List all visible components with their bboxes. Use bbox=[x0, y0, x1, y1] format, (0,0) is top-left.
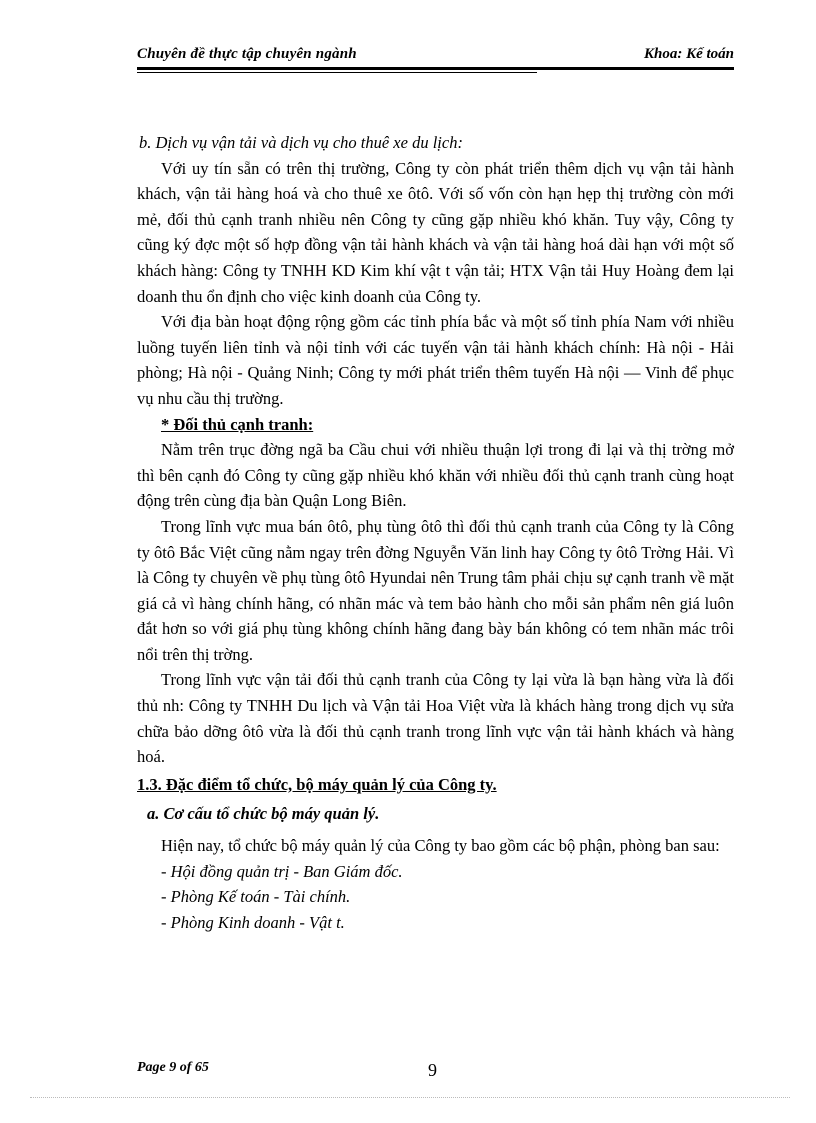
subsection-a-title: a. Cơ cấu tổ chức bộ máy quản lý. bbox=[147, 804, 380, 824]
page-bottom-dotted-border bbox=[30, 1097, 790, 1098]
list-item: - Hội đồng quản trị - Ban Giám đốc. bbox=[161, 861, 403, 881]
paragraph-transport-service: Với uy tín sẵn có trên thị trường, Công ty còn phát triển thêm dịch vụ vận tải hành khách, vận tải hàng hoá và cho thuê xe ôtô. Với số vốn còn hạn hẹp thị trường còn mới mẻ, đối thủ cạnh tranh nhiều nên Công ty cũng gặp nhiều khó khăn. Tuy vậy, Công ty cũng ký đợc một số hợp đồng vận tải hành khách và vận tải hàng hoá dài hạn với một số khách hàng: Công ty TNHH KD Kim khí vật t vận tải; HTX Vận tải Huy Hoàng đem lại doanh thu ổn định cho việc kinh doanh của Công ty. bbox=[137, 158, 734, 306]
header-left-title: Chuyên đề thực tập chuyên ngành bbox=[137, 46, 357, 62]
competitors-heading: * Đối thủ cạnh tranh: bbox=[161, 414, 314, 434]
header-right-title: Khoa: Kế toán bbox=[643, 46, 734, 62]
document-body bbox=[137, 130, 734, 935]
paragraph-transport-competition: Trong lĩnh vực vận tải đối thủ cạnh tranh của Công ty lại vừa là bạn hàng vừa là đối thủ nh: Công ty TNHH Du lịch và Vận tải Hoa Việt vừa là khách hàng trong dịch vụ sửa chữa bảo dỡng ôtô vừa là đối thủ cạnh tranh trong lĩnh vực vận tải hành khách và hàng hoá. bbox=[137, 670, 734, 767]
list-item: - Phòng Kế toán - Tài chính. bbox=[161, 887, 351, 907]
section-heading: 1.3. Đặc điểm tổ chức, bộ máy quản lý của Công ty. bbox=[137, 774, 497, 794]
subsection-b-title: b. Dịch vụ vận tải và dịch vụ cho thuê xe du lịch: bbox=[139, 133, 463, 152]
footer-page-number: 9 bbox=[428, 1060, 437, 1080]
list-item: - Phòng Kinh doanh - Vật t. bbox=[161, 912, 345, 932]
paragraph-operating-area: Với địa bàn hoạt động rộng gồm các tỉnh phía bắc và một số tỉnh phía Nam với nhiều luồng tuyến liên tỉnh và nội tỉnh với các tuyến vận tải hành khách chính: Hà nội - Hải phòng; Hà nội - Quảng Ninh; Công ty mới phát triển thêm tuyến Hà nội — Vinh để phục vụ nhu cầu thị trường. bbox=[137, 312, 734, 408]
paragraph-departments-intro: Hiện nay, tổ chức bộ máy quản lý của Công ty bao gồm các bộ phận, phòng ban sau: bbox=[161, 836, 720, 856]
header-rule-thin bbox=[137, 72, 537, 73]
footer-page-of: Page 9 of 65 bbox=[137, 1060, 209, 1075]
paragraph-car-sales-competition: Trong lĩnh vực mua bán ôtô, phụ tùng ôtô thì đối thủ cạnh tranh của Công ty là Công ty ôtô Bắc Việt cũng nằm ngay trên đờng Nguyễn Văn linh hay Công ty ôtô Trờng Hải. Vì là Công ty chuyên về phụ tùng ôtô Hyundai nên Trung tâm phải chịu sự cạnh tranh về mặt giá cả vì hàng chính hãng, có nhãn mác và tem bảo hành cho mỗi sản phẩm nên giá luôn đắt hơn so với giá phụ tùng không chính hãng đang bày bán không có tem nhãn mác trôi nổi trên thị trờng. bbox=[137, 516, 734, 664]
paragraph-location: Nằm trên trục đờng ngã ba Cầu chui với nhiều thuận lợi trong đi lại và thị trờng mở thì bên cạnh đó Công ty cũng gặp nhiều khó khăn với nhiều đối thủ cạnh tranh cùng hoạt động trên cùng địa bàn Quận Long Biên. bbox=[137, 440, 734, 511]
header-rule-thick bbox=[137, 67, 734, 70]
